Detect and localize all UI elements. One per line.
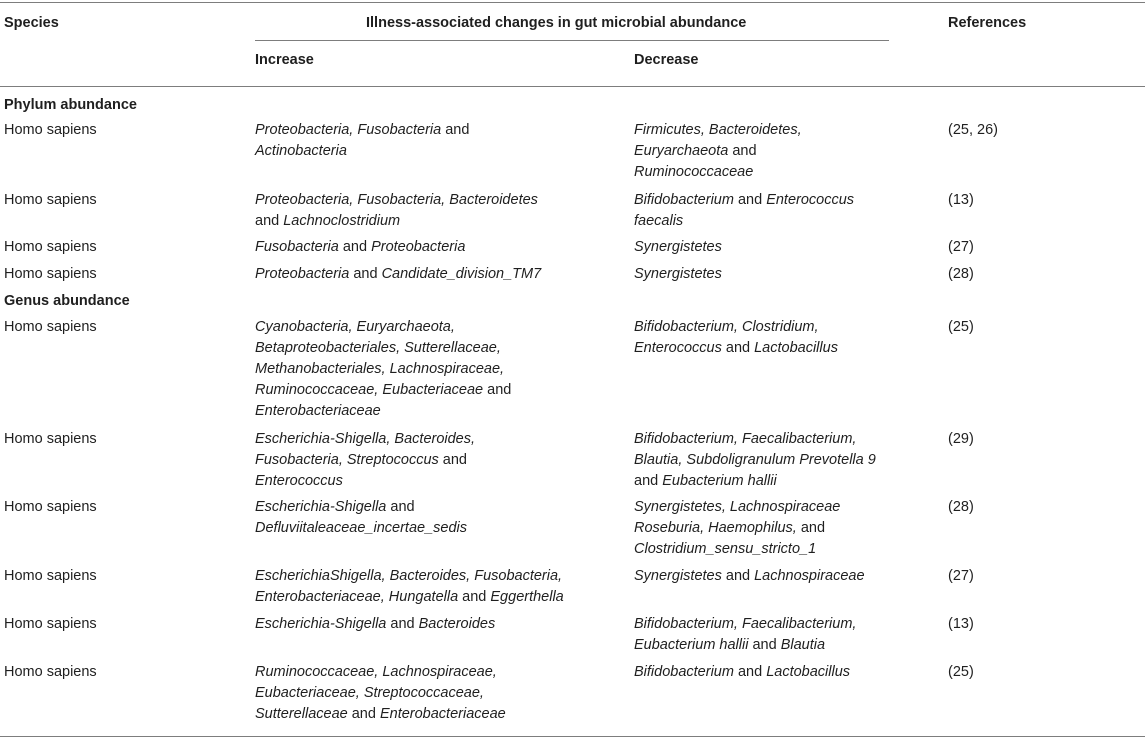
- increase-cell: Proteobacteria, Fusobacteria and Actinobacteria: [255, 122, 470, 159]
- decrease-cell: Bifidobacterium and Lactobacillus: [634, 664, 851, 680]
- references-header: References: [948, 15, 1027, 31]
- bottom-rule: [0, 736, 1145, 737]
- species-cell: Homo sapiens: [4, 664, 97, 680]
- reference-cell: (25): [948, 319, 974, 335]
- species-cell: Homo sapiens: [4, 431, 97, 447]
- reference-cell: (13): [948, 616, 974, 632]
- species-cell: Homo sapiens: [4, 568, 97, 584]
- increase-cell: EscherichiaShigella, Bacteroides, Fusobacteria, Enterobacteriaceae, Hungatella and Eggerthella: [255, 568, 564, 605]
- species-cell: Homo sapiens: [4, 122, 97, 138]
- increase-cell: Proteobacteria, Fusobacteria, Bacteroidetes and Lachnoclostridium: [255, 192, 538, 229]
- increase-cell: Cyanobacteria, Euryarchaeota, Betaproteobacteriales, Sutterellaceae, Methanobacteriales, Lachnospiraceae, Ruminococcaceae, Eubacteriaceae and Enterobacteriaceae: [255, 319, 512, 419]
- species-cell: Homo sapiens: [4, 192, 97, 208]
- increase-cell: Fusobacteria and Proteobacteria: [255, 239, 466, 255]
- species-cell: Homo sapiens: [4, 266, 97, 282]
- decrease-cell: Synergistetes: [634, 266, 722, 282]
- increase-cell: Ruminococcaceae, Lachnospiraceae, Eubacteriaceae, Streptococcaceae, Sutterellaceae and Enterobacteriaceae: [255, 664, 506, 722]
- increase-cell: Proteobacteria and Candidate_division_TM7: [255, 266, 542, 282]
- reference-cell: (28): [948, 499, 974, 515]
- top-rule: [0, 2, 1145, 3]
- decrease-cell: Bifidobacterium, Clostridium, Enterococcus and Lactobacillus: [634, 319, 838, 356]
- decrease-cell: Synergistetes: [634, 239, 722, 255]
- reference-cell: (28): [948, 266, 974, 282]
- decrease-cell: Bifidobacterium, Faecalibacterium, Eubacterium hallii and Blautia: [634, 616, 857, 653]
- species-cell: Homo sapiens: [4, 616, 97, 632]
- decrease-cell: Bifidobacterium and Enterococcus faecalis: [634, 192, 855, 229]
- decrease-cell: Synergistetes, Lachnospiraceae Roseburia, Haemophilus, and Clostridium_sensu_stricto_1: [634, 499, 841, 557]
- decrease-cell: Synergistetes and Lachnospiraceae: [634, 568, 865, 584]
- reference-cell: (13): [948, 192, 974, 208]
- reference-cell: (27): [948, 239, 974, 255]
- increase-header: Increase: [255, 52, 314, 68]
- changes-header: Illness-associated changes in gut microbial abundance: [366, 15, 747, 31]
- decrease-cell: Firmicutes, Bacteroidetes, Euryarchaeota and Ruminococcaceae: [634, 122, 802, 180]
- species-header: Species: [4, 15, 59, 31]
- species-cell: Homo sapiens: [4, 239, 97, 255]
- reference-cell: (25): [948, 664, 974, 680]
- species-cell: Homo sapiens: [4, 319, 97, 335]
- section-title: Phylum abundance: [4, 97, 137, 113]
- species-cell: Homo sapiens: [4, 499, 97, 515]
- section-title: Genus abundance: [4, 293, 130, 309]
- decrease-header: Decrease: [634, 52, 699, 68]
- increase-cell: Escherichia-Shigella, Bacteroides, Fusobacteria, Streptococcus and Enterococcus: [255, 431, 476, 489]
- increase-cell: Escherichia-Shigella and Bacteroides: [255, 616, 496, 632]
- reference-cell: (27): [948, 568, 974, 584]
- decrease-cell: Bifidobacterium, Faecalibacterium, Blautia, Subdoligranulum Prevotella 9 and Eubacterium hallii: [634, 431, 876, 489]
- header-bottom-rule: [0, 86, 1145, 87]
- reference-cell: (25, 26): [948, 122, 998, 138]
- changes-underline: [255, 40, 889, 41]
- reference-cell: (29): [948, 431, 974, 447]
- increase-cell: Escherichia-Shigella and Defluviitaleaceae_incertae_sedis: [255, 499, 467, 536]
